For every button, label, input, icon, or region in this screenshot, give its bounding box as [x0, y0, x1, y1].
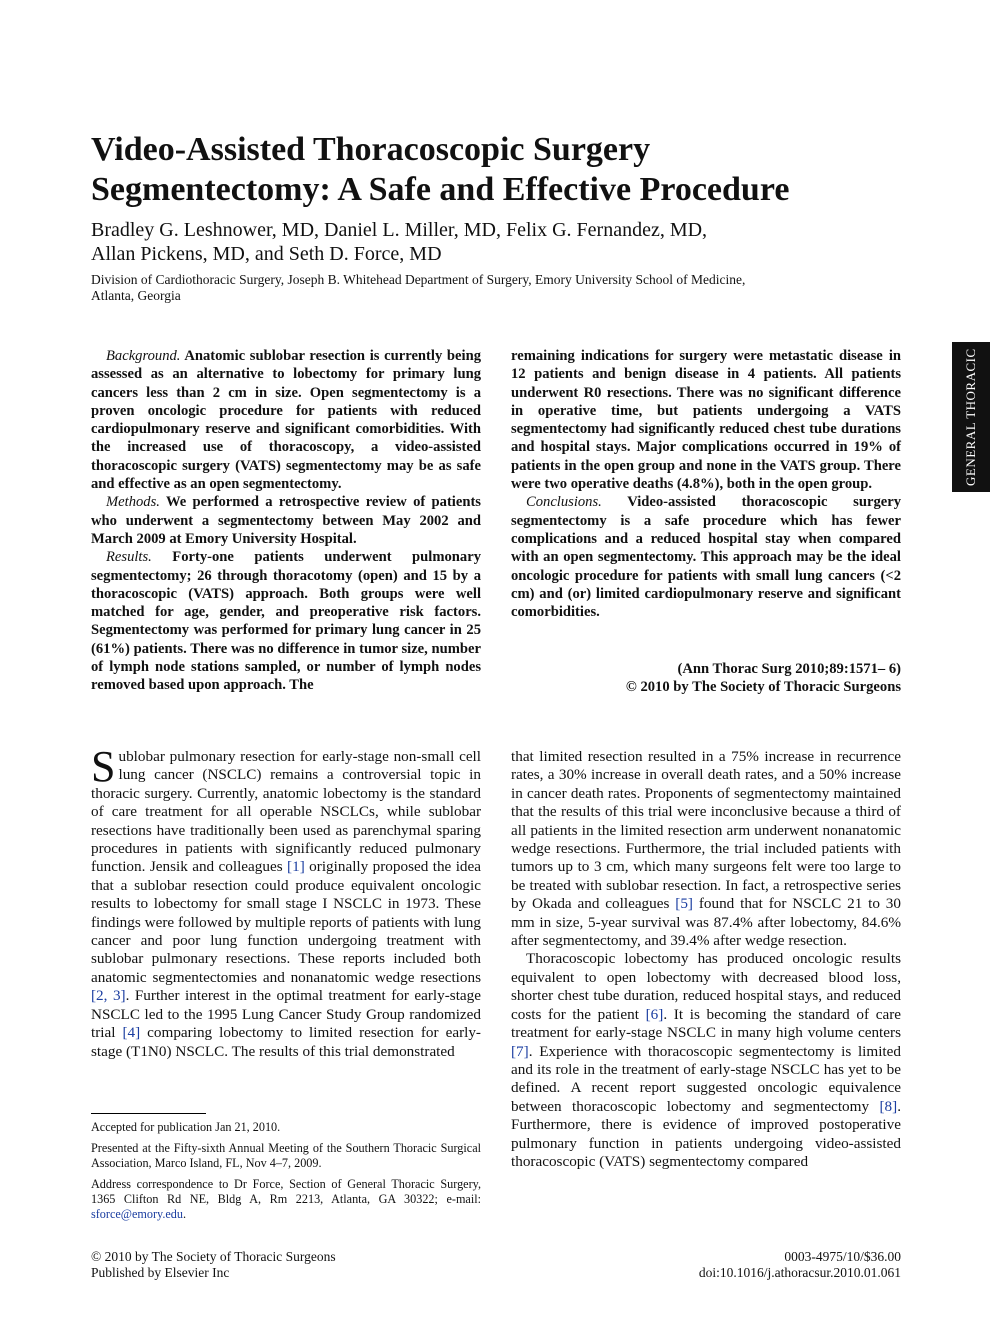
abstract-methods	[91, 493, 481, 548]
abstract-results	[91, 548, 481, 694]
author-list	[91, 218, 911, 266]
footer-identifiers	[601, 1249, 901, 1281]
results-heading: Results.	[106, 549, 152, 566]
para2-text-c: . Experience with thoracoscopic segmentectomy is limited and its role in the treatment of early-stage NSCLC has yet to be defined. A recent report suggested oncologic equivalence between thoracoscopic lobectomy and segmentectomy	[511, 1042, 901, 1115]
intro-text-d: comparing lobectomy to limited resection for early-stage (T1N0) NSCLC. The results of this trial demonstrated	[91, 1024, 481, 1060]
reference-link-8[interactable]: [8]	[879, 1097, 898, 1115]
body-left-column	[91, 742, 482, 1061]
address-text: Address correspondence to Dr Force, Section of General Thoracic Surgery, 1365 Clifton Rd NE, Bldg A, Rm 2213, Atlanta, GA 30322; e-mail:	[91, 1177, 481, 1206]
affiliation-line-2: Atlanta, Georgia	[91, 288, 181, 303]
intro-paragraph-1-continued	[511, 748, 901, 950]
journal-citation	[511, 660, 901, 697]
reference-link-4[interactable]: [4]	[122, 1024, 141, 1042]
citation-line-1: (Ann Thorac Surg 2010;89:1571– 6)	[677, 661, 901, 677]
authors-line-1: Bradley G. Leshnower, MD, Daniel L. Miller, MD, Felix G. Fernandez, MD,	[91, 219, 708, 241]
intro-paragraph-1	[91, 742, 482, 1061]
reference-link-7[interactable]: [7]	[511, 1042, 529, 1060]
cont-text-b: found that for NSCLC 21 to 30 mm in size, 5-year survival was 87.4% after lobectomy, 84.6% after segmentectomy, and 39.4% after wedge resection.	[511, 895, 901, 950]
footer-issn: 0003-4975/10/$36.00	[784, 1249, 901, 1264]
drop-cap: S	[91, 742, 116, 791]
footnote-presented: Presented at the Fifty-sixth Annual Meeting of the Southern Thoracic Surgical Association, Marco Island, FL, Nov 4–7, 2009.	[91, 1141, 481, 1170]
reference-link-1[interactable]: [1]	[287, 858, 305, 876]
email-link[interactable]: sforce@emory.edu	[91, 1207, 183, 1221]
affiliation-line-1: Division of Cardiothoracic Surgery, Joseph B. Whitehead Department of Surgery, Emory University School of Medicine,	[91, 272, 746, 287]
methods-text: We performed a retrospective review of patients who underwent a segmentectomy between May 2002 and March 2009 at Emory University Hospital.	[91, 494, 481, 547]
authors-line-2: Allan Pickens, MD, and Seth D. Force, MD	[91, 243, 442, 265]
footer-left-line-2: Published by Elsevier Inc	[91, 1265, 230, 1280]
reference-link-3[interactable]: 3]	[112, 987, 126, 1005]
para2-text-b: . It is becoming the standard of care treatment for early-stage NSCLC in many high volume centers	[511, 1005, 902, 1042]
footnote-divider	[91, 1113, 206, 1114]
footer-copyright	[91, 1249, 336, 1281]
citation-line-2: © 2010 by The Society of Thoracic Surgeons	[625, 679, 901, 696]
abstract-conclusions	[511, 493, 901, 621]
footnotes	[91, 1120, 481, 1228]
intro-text-c: . Further interest in the optimal treatment for early-stage NSCLC led to the 1995 Lung Cancer Study Group randomized trial	[91, 987, 482, 1042]
para2-text-d: . Furthermore, there is evidence of improved postoperative pulmonary function in patients undergoing video-assisted thoracoscopic (VATS) segmentectomy compared	[511, 1097, 901, 1170]
para2-text-a: Thoracoscopic lobectomy has produced oncologic results equivalent to open lobectomy with decreased blood loss, shorter chest tube duration, reduced hospital stays, and reduced costs for the patient	[511, 950, 901, 1023]
background-heading: Background.	[106, 348, 181, 364]
intro-paragraph-2	[511, 950, 901, 1171]
methods-heading: Methods.	[106, 494, 160, 511]
reference-link-5[interactable]: [5]	[675, 895, 693, 913]
abstract-left-column	[91, 347, 481, 695]
footer-doi: doi:10.1016/j.athoracsur.2010.01.061	[698, 1265, 901, 1280]
abstract-background	[91, 347, 481, 493]
title-line-2: Segmentectomy: A Safe and Effective Procedure	[91, 171, 790, 208]
body-right-column	[511, 748, 901, 1171]
background-text: Anatomic sublobar resection is currently being assessed as an alternative to lobectomy for primary lung cancers less than 2 cm in size. Open segmentectomy is a proven oncologic procedure for patients with reduced cardiopulmonary reserve and significant comorbidities. With the increased use of thoracoscopy, a video-assisted thoracoscopic surgery (VATS) segmentectomy may be as safe and effective as an open segmentectomy.	[91, 348, 481, 493]
footnote-address	[91, 1177, 481, 1222]
conclusions-text: Video-assisted thoracoscopic surgery segmentectomy is a safe procedure which has fewer complications and a reduced hospital stay when compared with an open segmentectomy. This approach may be the ideal oncologic procedure for patients with small lung cancers (<2 cm) and (or) limited cardiopulmonary reserve and significant comorbidities.	[511, 494, 901, 621]
title-line-1: Video-Assisted Thoracoscopic Surgery	[91, 131, 651, 168]
affiliation	[91, 272, 911, 304]
results-text-left: Forty-one patients underwent pulmonary segmentectomy; 26 through thoracotomy (open) and 15 by a thoracoscopic (VATS) approach. Both groups were well matched for age, gender, and preoperative risk factors. Segmentectomy was performed for primary lung cancer in 25 (61%) patients. There was no difference in tumor size, number of lymph node stations sampled, or number of lymph nodes removed based upon approach. The	[91, 549, 481, 694]
abstract-right-column	[511, 347, 901, 621]
conclusions-heading: Conclusions.	[526, 494, 602, 511]
abstract-results-continued: remaining indications for surgery were metastatic disease in 12 patients and benign disease in 4 patients. All patients underwent R0 resections. There was no significant difference in operative time, but patients undergoing a VATS segmentectomy had significantly reduced chest tube durations and hospital stays. Major complications occurred in 19% of patients in the open group and none in the VATS group. There were two operative deaths (4.8%), both in the open group.	[511, 348, 901, 493]
article-title	[91, 130, 911, 210]
footer-left-line-1: © 2010 by The Society of Thoracic Surgeons	[91, 1249, 336, 1264]
cont-text-a: that limited resection resulted in a 75% increase in recurrence rates, a 30% increase in overall death rates, and a 50% increase in cancer death rates. Proponents of segmentectomy maintained that the results of this trial were inconclusive because a third of all patients in the limited resection arm underwent nonanatomic wedge resections. Furthermore, the trial included patients with tumors up to 3 cm, which many surgeons felt were too large to be treated with sublobar resection. In fact, a retrospective series by Okada and colleagues	[511, 748, 901, 913]
reference-link-2[interactable]: [2,	[91, 987, 108, 1005]
section-side-label: GENERAL THORACIC	[963, 348, 978, 486]
intro-text-b: originally proposed the idea that a sublobar resection could produce equivalent oncologic results to lobectomy for small stage I NSCLC in 1973. These findings were followed by multiple reports of patients with lung cancer and poor lung function undergoing treatment with sublobar pulmonary resections. These reports included both anatomic segmentectomies and nonanatomic wedge resections	[91, 858, 481, 986]
reference-link-6[interactable]: [6]	[645, 1005, 664, 1023]
intro-text-a: ublobar pulmonary resection for early-stage non-small cell lung cancer (NSCLC) remains a controversial topic in thoracic surgery. Currently, anatomic lobectomy is the standard of care treatment for all operable NSCLCs, while sublobar resections have traditionally been used as parenchymal sparing procedures in patients with significantly reduced pulmonary function. Jensik and colleagues	[91, 748, 481, 876]
address-end: .	[182, 1207, 187, 1221]
footnote-accepted: Accepted for publication Jan 21, 2010.	[91, 1120, 281, 1134]
